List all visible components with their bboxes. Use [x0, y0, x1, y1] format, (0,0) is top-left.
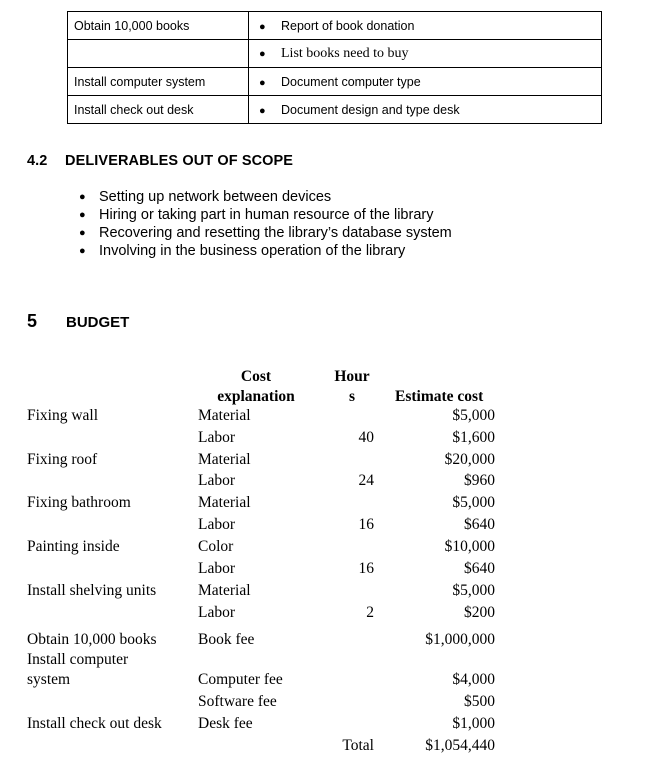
header-line: Hour [334, 368, 370, 385]
deliverable-task-cell [68, 40, 249, 68]
budget-cost: $1,600 [452, 429, 495, 446]
budget-task: Install shelving units [27, 582, 157, 599]
section-number: 5 [27, 311, 38, 331]
budget-explanation: Color [198, 538, 234, 555]
budget-explanation: Desk fee [198, 715, 253, 732]
header-line: s [348, 388, 356, 405]
budget-explanation: Labor [198, 429, 236, 446]
section-number: 4.2 [27, 153, 48, 169]
deliverable-task-cell: Install check out desk [68, 96, 249, 124]
deliverable-output-text: Report of book donation [281, 18, 415, 33]
budget-task: Painting inside [27, 538, 120, 555]
budget-cost: $20,000 [444, 451, 495, 468]
table-row [68, 40, 602, 68]
hours-header [330, 367, 374, 407]
budget-explanation: Software fee [198, 693, 277, 710]
budget-hours: 40 [358, 429, 374, 446]
budget-explanation: Material [198, 451, 251, 468]
table-row [68, 12, 602, 40]
bullet-icon: ● [259, 47, 266, 60]
budget-cost: $10,000 [444, 538, 495, 555]
budget-task: system [27, 671, 71, 688]
list-item [79, 188, 452, 206]
list-item-text: Setting up network between devices [99, 189, 332, 205]
deliverables-table [67, 11, 602, 124]
bullet-icon: ● [79, 227, 86, 239]
budget-explanation: Book fee [198, 631, 255, 648]
budget-task: Fixing roof [27, 451, 98, 468]
budget-task: Obtain 10,000 books [27, 631, 157, 648]
budget-hours: 2 [366, 604, 374, 621]
list-item-text: Hiring or taking part in human resource of the library [99, 207, 434, 223]
budget-cost: $5,000 [452, 407, 495, 424]
budget-cost: $500 [464, 693, 495, 710]
deliverable-task-cell: Install computer system [68, 68, 249, 96]
out-of-scope-list [79, 188, 452, 260]
header-line: explanation [217, 388, 295, 405]
header-line: Cost [240, 368, 272, 385]
budget-task: Install check out desk [27, 715, 162, 732]
budget-task: Install computer [27, 651, 129, 668]
cost-explanation-header [212, 367, 300, 407]
budget-explanation: Material [198, 407, 251, 424]
estimate-cost-header: Estimate cost [395, 388, 484, 405]
budget-explanation: Labor [198, 560, 236, 577]
budget-explanation: Labor [198, 472, 236, 489]
deliverable-output-text: Document design and type desk [281, 102, 460, 117]
budget-hours: 16 [358, 560, 374, 577]
section-heading-5 [27, 311, 129, 332]
budget-cost: $4,000 [452, 671, 495, 688]
bullet-icon: ● [79, 245, 86, 257]
budget-explanation: Material [198, 582, 251, 599]
deliverable-task-cell: Obtain 10,000 books [68, 12, 249, 40]
list-item-text: Recovering and resetting the library’s database system [99, 225, 452, 241]
budget-hours: 24 [358, 472, 374, 489]
list-item [79, 242, 452, 260]
budget-cost: $640 [464, 516, 495, 533]
budget-explanation: Material [198, 494, 251, 511]
section-title: DELIVERABLES OUT OF SCOPE [65, 153, 294, 169]
deliverable-output-cell [249, 68, 602, 96]
budget-cost: $640 [464, 560, 495, 577]
bullet-icon: ● [259, 76, 266, 89]
budget-cost: $1,054,440 [425, 737, 495, 754]
section-heading-4-2 [27, 153, 293, 169]
budget-cost: $5,000 [452, 494, 495, 511]
list-item [79, 224, 452, 242]
deliverable-output-cell [249, 96, 602, 124]
budget-task: Fixing wall [27, 407, 99, 424]
budget-cost: $1,000 [452, 715, 495, 732]
deliverable-output-cell [249, 40, 602, 68]
budget-explanation: Labor [198, 516, 236, 533]
budget-explanation: Labor [198, 604, 236, 621]
budget-hours: 16 [358, 516, 374, 533]
list-item-text: Involving in the business operation of the library [99, 243, 406, 259]
bullet-icon: ● [79, 191, 86, 203]
list-item [79, 206, 452, 224]
deliverable-output-text: Document computer type [281, 74, 421, 89]
bullet-icon: ● [259, 20, 266, 33]
bullet-icon: ● [79, 209, 86, 221]
table-row [68, 68, 602, 96]
section-title: BUDGET [66, 314, 130, 331]
budget-cost: $1,000,000 [425, 631, 495, 648]
budget-cost: $200 [464, 604, 495, 621]
budget-cost: $5,000 [452, 582, 495, 599]
table-row [68, 96, 602, 124]
budget-explanation: Computer fee [198, 671, 283, 688]
budget-task: Fixing bathroom [27, 494, 131, 511]
deliverable-output-cell [249, 12, 602, 40]
budget-cost: $960 [464, 472, 495, 489]
deliverable-output-text: List books need to buy [281, 45, 409, 61]
budget-hours: Total [342, 737, 374, 754]
bullet-icon: ● [259, 104, 266, 117]
